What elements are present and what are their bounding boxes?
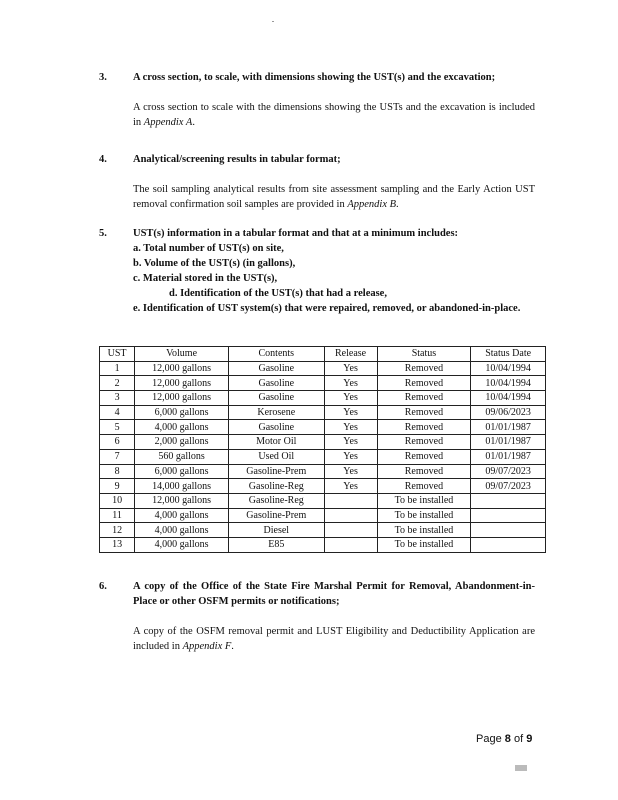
section-6-number: 6. bbox=[99, 581, 107, 592]
section-5-item-c: c. Material stored in the UST(s), bbox=[133, 273, 278, 284]
cell-volume: 14,000 gallons bbox=[135, 479, 229, 494]
table-row bbox=[100, 537, 546, 552]
section-5 bbox=[99, 226, 535, 316]
header-contents: Contents bbox=[229, 347, 325, 362]
table-row bbox=[100, 391, 546, 406]
section-4-body bbox=[133, 182, 535, 212]
section-5-item-b: b. Volume of the UST(s) (in gallons), bbox=[133, 258, 296, 269]
table-row bbox=[100, 449, 546, 464]
cell-status-date bbox=[471, 508, 546, 523]
cell-contents: Gasoline bbox=[229, 391, 325, 406]
section-5-item-d: d. Identification of the UST(s) that had a release, bbox=[169, 288, 387, 299]
table-row bbox=[100, 523, 546, 538]
section-6 bbox=[99, 579, 535, 654]
ust-table bbox=[99, 346, 546, 553]
cell-release: Yes bbox=[324, 449, 377, 464]
cell-status: Removed bbox=[377, 464, 471, 479]
header-volume: Volume bbox=[135, 347, 229, 362]
cell-volume: 6,000 gallons bbox=[135, 464, 229, 479]
scan-mark bbox=[515, 765, 527, 771]
section-5-number: 5. bbox=[99, 228, 107, 239]
scan-speck bbox=[272, 21, 274, 22]
cell-volume: 12,000 gallons bbox=[135, 361, 229, 376]
table-row bbox=[100, 493, 546, 508]
cell-volume: 2,000 gallons bbox=[135, 435, 229, 450]
section-4-appendix-ref: Appendix B bbox=[347, 199, 397, 210]
cell-status: Removed bbox=[377, 449, 471, 464]
cell-status: Removed bbox=[377, 420, 471, 435]
cell-status-date: 09/07/2023 bbox=[471, 464, 546, 479]
section-3-body bbox=[133, 100, 535, 130]
cell-contents: Gasoline bbox=[229, 420, 325, 435]
section-3-body-text: A cross section to scale with the dimensions showing the USTs and the excavation is included in bbox=[133, 102, 535, 128]
cell-release bbox=[324, 523, 377, 538]
page-of: of bbox=[513, 733, 524, 745]
cell-ust: 12 bbox=[100, 523, 135, 538]
section-3-heading: A cross section, to scale, with dimensions showing the UST(s) and the excavation; bbox=[133, 72, 496, 83]
header-release: Release bbox=[324, 347, 377, 362]
cell-status-date bbox=[471, 493, 546, 508]
section-5-item-a: a. Total number of UST(s) on site, bbox=[133, 243, 284, 254]
cell-contents: Gasoline-Prem bbox=[229, 464, 325, 479]
cell-ust: 3 bbox=[100, 391, 135, 406]
cell-status-date: 10/04/1994 bbox=[471, 391, 546, 406]
cell-volume: 12,000 gallons bbox=[135, 493, 229, 508]
cell-status: To be installed bbox=[377, 523, 471, 538]
cell-ust: 9 bbox=[100, 479, 135, 494]
table-row bbox=[100, 464, 546, 479]
cell-status: Removed bbox=[377, 376, 471, 391]
cell-ust: 11 bbox=[100, 508, 135, 523]
cell-release: Yes bbox=[324, 479, 377, 494]
section-3-appendix-ref: Appendix A bbox=[143, 117, 193, 128]
header-status-date: Status Date bbox=[471, 347, 546, 362]
cell-volume: 4,000 gallons bbox=[135, 537, 229, 552]
cell-contents: E85 bbox=[229, 537, 325, 552]
cell-release: Yes bbox=[324, 405, 377, 420]
cell-volume: 12,000 gallons bbox=[135, 391, 229, 406]
cell-release: Yes bbox=[324, 391, 377, 406]
cell-contents: Diesel bbox=[229, 523, 325, 538]
cell-release bbox=[324, 493, 377, 508]
cell-status: Removed bbox=[377, 391, 471, 406]
cell-volume: 560 gallons bbox=[135, 449, 229, 464]
cell-release: Yes bbox=[324, 435, 377, 450]
section-6-body-text: A copy of the OSFM removal permit and LUST Eligibility and Deductibility Application are included in bbox=[133, 626, 535, 652]
section-3 bbox=[99, 70, 535, 130]
cell-contents: Used Oil bbox=[229, 449, 325, 464]
cell-release bbox=[324, 508, 377, 523]
cell-status-date: 01/01/1987 bbox=[471, 435, 546, 450]
cell-volume: 6,000 gallons bbox=[135, 405, 229, 420]
cell-ust: 2 bbox=[100, 376, 135, 391]
cell-status: To be installed bbox=[377, 537, 471, 552]
cell-release: Yes bbox=[324, 376, 377, 391]
cell-ust: 1 bbox=[100, 361, 135, 376]
cell-ust: 7 bbox=[100, 449, 135, 464]
section-5-heading: UST(s) information in a tabular format and that at a minimum includes: bbox=[133, 228, 459, 239]
cell-ust: 5 bbox=[100, 420, 135, 435]
cell-status-date: 10/04/1994 bbox=[471, 376, 546, 391]
cell-contents: Kerosene bbox=[229, 405, 325, 420]
cell-release bbox=[324, 537, 377, 552]
page-current: 8 bbox=[504, 733, 511, 745]
section-4-body-end: . bbox=[396, 199, 399, 210]
cell-contents: Gasoline bbox=[229, 361, 325, 376]
table-row bbox=[100, 405, 546, 420]
cell-status-date: 09/06/2023 bbox=[471, 405, 546, 420]
cell-ust: 13 bbox=[100, 537, 135, 552]
cell-status-date bbox=[471, 523, 546, 538]
cell-ust: 8 bbox=[100, 464, 135, 479]
section-4 bbox=[99, 152, 535, 212]
section-5-item-e: e. Identification of UST system(s) that were repaired, removed, or abandoned-in-place. bbox=[133, 303, 521, 314]
cell-volume: 12,000 gallons bbox=[135, 376, 229, 391]
cell-ust: 4 bbox=[100, 405, 135, 420]
ust-table-header-row bbox=[100, 347, 546, 362]
cell-ust: 6 bbox=[100, 435, 135, 450]
table-row bbox=[100, 361, 546, 376]
cell-status-date: 01/01/1987 bbox=[471, 449, 546, 464]
cell-contents: Gasoline bbox=[229, 376, 325, 391]
cell-status-date: 09/07/2023 bbox=[471, 479, 546, 494]
cell-contents: Gasoline-Reg bbox=[229, 493, 325, 508]
cell-status: To be installed bbox=[377, 493, 471, 508]
cell-release: Yes bbox=[324, 420, 377, 435]
header-status: Status bbox=[377, 347, 471, 362]
section-6-body bbox=[133, 624, 535, 654]
table-row bbox=[100, 376, 546, 391]
section-6-heading: A copy of the Office of the State Fire Marshal Permit for Removal, Abandonment-in-Place or other OSFM permits or notifications; bbox=[133, 581, 535, 607]
cell-contents: Gasoline-Prem bbox=[229, 508, 325, 523]
cell-status: Removed bbox=[377, 435, 471, 450]
cell-contents: Motor Oil bbox=[229, 435, 325, 450]
cell-volume: 4,000 gallons bbox=[135, 523, 229, 538]
table-row bbox=[100, 420, 546, 435]
cell-status: Removed bbox=[377, 405, 471, 420]
header-ust: UST bbox=[100, 347, 135, 362]
cell-volume: 4,000 gallons bbox=[135, 420, 229, 435]
cell-status-date: 01/01/1987 bbox=[471, 420, 546, 435]
cell-ust: 10 bbox=[100, 493, 135, 508]
cell-status-date: 10/04/1994 bbox=[471, 361, 546, 376]
section-3-number: 3. bbox=[99, 72, 107, 83]
section-4-heading: Analytical/screening results in tabular format; bbox=[133, 154, 341, 165]
cell-status: Removed bbox=[377, 361, 471, 376]
section-6-appendix-ref: Appendix F bbox=[182, 641, 232, 652]
cell-volume: 4,000 gallons bbox=[135, 508, 229, 523]
page-number bbox=[476, 733, 532, 745]
cell-status: To be installed bbox=[377, 508, 471, 523]
page-word: Page bbox=[476, 733, 502, 745]
cell-release: Yes bbox=[324, 361, 377, 376]
section-4-body-text: The soil sampling analytical results from site assessment sampling and the Early Action UST removal confirmation soil samples are provided in bbox=[133, 184, 535, 210]
cell-contents: Gasoline-Reg bbox=[229, 479, 325, 494]
table-row bbox=[100, 508, 546, 523]
cell-status: Removed bbox=[377, 479, 471, 494]
section-4-number: 4. bbox=[99, 154, 107, 165]
table-row bbox=[100, 479, 546, 494]
cell-status-date bbox=[471, 537, 546, 552]
page-total: 9 bbox=[526, 733, 533, 745]
cell-release: Yes bbox=[324, 464, 377, 479]
section-3-body-end: . bbox=[192, 117, 195, 128]
section-6-body-end: . bbox=[231, 641, 234, 652]
table-row bbox=[100, 435, 546, 450]
